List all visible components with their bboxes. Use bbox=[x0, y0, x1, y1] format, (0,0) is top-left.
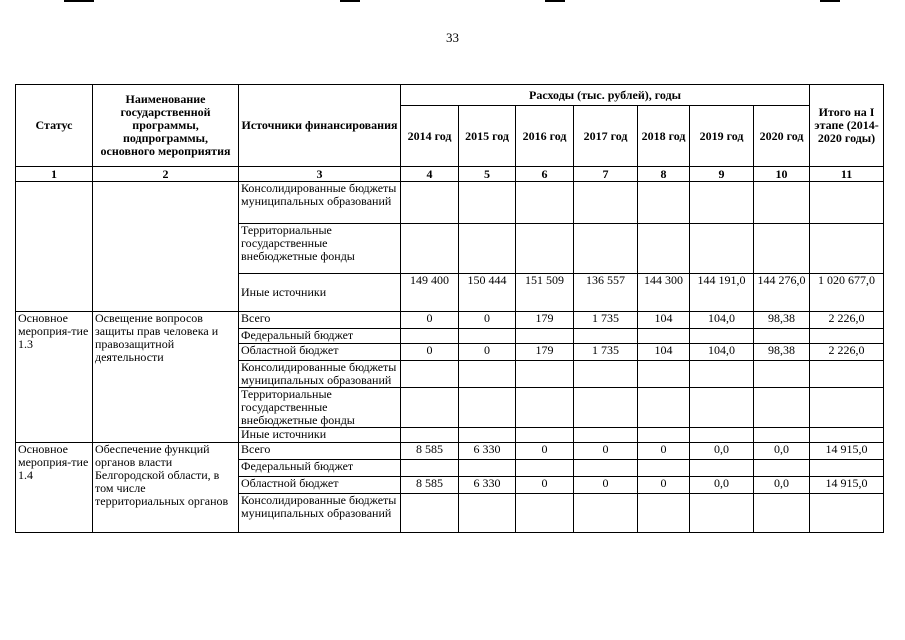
value-cell: 0,0 bbox=[754, 443, 810, 460]
value-cell bbox=[754, 494, 810, 533]
column-number: 11 bbox=[810, 167, 884, 182]
value-cell: 6 330 bbox=[459, 443, 516, 460]
column-number: 3 bbox=[239, 167, 401, 182]
value-cell: 6 330 bbox=[459, 477, 516, 494]
column-number: 1 bbox=[16, 167, 93, 182]
value-cell: 0 bbox=[401, 312, 459, 329]
column-number: 2 bbox=[93, 167, 239, 182]
total-cell: 14 915,0 bbox=[810, 477, 884, 494]
value-cell bbox=[401, 388, 459, 428]
scan-edge-mark bbox=[545, 0, 565, 2]
total-cell bbox=[810, 388, 884, 428]
value-cell: 1 735 bbox=[574, 344, 638, 361]
value-cell bbox=[516, 329, 574, 344]
value-cell bbox=[690, 224, 754, 274]
value-cell bbox=[401, 224, 459, 274]
total-cell: 2 226,0 bbox=[810, 312, 884, 329]
value-cell bbox=[638, 182, 690, 224]
value-cell bbox=[401, 329, 459, 344]
measure-status: Основное мероприя-тие 1.3 bbox=[16, 312, 93, 443]
value-cell bbox=[516, 428, 574, 443]
value-cell: 150 444 bbox=[459, 274, 516, 312]
value-cell: 104,0 bbox=[690, 344, 754, 361]
value-cell bbox=[638, 428, 690, 443]
value-cell bbox=[638, 329, 690, 344]
value-cell bbox=[754, 224, 810, 274]
total-cell bbox=[810, 361, 884, 388]
source-cell: Территориальные государственные внебюджетные фонды bbox=[239, 224, 401, 274]
column-number: 6 bbox=[516, 167, 574, 182]
value-cell: 8 585 bbox=[401, 443, 459, 460]
source-cell: Всего bbox=[239, 443, 401, 460]
value-cell bbox=[401, 494, 459, 533]
value-cell bbox=[638, 224, 690, 274]
table-row bbox=[16, 312, 884, 329]
value-cell bbox=[574, 182, 638, 224]
header-year: 2020 год bbox=[754, 106, 810, 167]
source-cell: Территориальные государственные внебюджетные фонды bbox=[239, 388, 401, 428]
value-cell bbox=[401, 460, 459, 477]
source-cell: Всего bbox=[239, 312, 401, 329]
header-year: 2017 год bbox=[574, 106, 638, 167]
value-cell bbox=[638, 494, 690, 533]
column-number: 7 bbox=[574, 167, 638, 182]
value-cell: 0 bbox=[516, 443, 574, 460]
value-cell bbox=[574, 428, 638, 443]
value-cell bbox=[459, 224, 516, 274]
total-cell bbox=[810, 494, 884, 533]
scan-edge-mark bbox=[340, 0, 360, 2]
value-cell: 1 735 bbox=[574, 312, 638, 329]
header-total: Итого на I этапе (2014-2020 годы) bbox=[810, 85, 884, 167]
column-number: 10 bbox=[754, 167, 810, 182]
value-cell bbox=[690, 388, 754, 428]
value-cell bbox=[574, 388, 638, 428]
value-cell: 8 585 bbox=[401, 477, 459, 494]
value-cell bbox=[574, 494, 638, 533]
value-cell: 0 bbox=[574, 477, 638, 494]
header-year: 2016 год bbox=[516, 106, 574, 167]
measure-name: Обеспечение функций органов власти Белгородской области, в том числе территориальных органов bbox=[93, 443, 239, 533]
value-cell bbox=[401, 428, 459, 443]
value-cell: 98,38 bbox=[754, 312, 810, 329]
value-cell bbox=[459, 388, 516, 428]
source-cell: Иные источники bbox=[239, 274, 401, 312]
value-cell bbox=[516, 460, 574, 477]
value-cell: 0,0 bbox=[690, 477, 754, 494]
status-cell-empty bbox=[16, 182, 93, 312]
total-cell bbox=[810, 182, 884, 224]
value-cell bbox=[754, 460, 810, 477]
page-number: 33 bbox=[446, 30, 459, 45]
value-cell: 98,38 bbox=[754, 344, 810, 361]
source-cell: Иные источники bbox=[239, 428, 401, 443]
value-cell bbox=[574, 460, 638, 477]
value-cell: 0 bbox=[459, 312, 516, 329]
source-cell: Областной бюджет bbox=[239, 344, 401, 361]
value-cell bbox=[574, 361, 638, 388]
value-cell: 0 bbox=[516, 477, 574, 494]
table-row bbox=[16, 182, 884, 224]
value-cell bbox=[516, 224, 574, 274]
value-cell bbox=[401, 361, 459, 388]
value-cell bbox=[754, 182, 810, 224]
value-cell bbox=[690, 460, 754, 477]
value-cell: 104,0 bbox=[690, 312, 754, 329]
value-cell bbox=[690, 428, 754, 443]
scan-edge-mark bbox=[64, 0, 94, 2]
value-cell bbox=[638, 361, 690, 388]
column-number: 5 bbox=[459, 167, 516, 182]
header-year: 2019 год bbox=[690, 106, 754, 167]
total-cell bbox=[810, 428, 884, 443]
measure-status: Основное мероприя-тие 1.4 bbox=[16, 443, 93, 533]
value-cell: 104 bbox=[638, 344, 690, 361]
source-cell: Федеральный бюджет bbox=[239, 329, 401, 344]
source-cell: Федеральный бюджет bbox=[239, 460, 401, 477]
total-cell bbox=[810, 460, 884, 477]
value-cell bbox=[401, 182, 459, 224]
value-cell bbox=[690, 329, 754, 344]
source-cell: Областной бюджет bbox=[239, 477, 401, 494]
value-cell bbox=[638, 460, 690, 477]
value-cell bbox=[459, 460, 516, 477]
header-row bbox=[16, 85, 884, 106]
value-cell: 0 bbox=[574, 443, 638, 460]
value-cell: 0 bbox=[638, 477, 690, 494]
value-cell bbox=[516, 361, 574, 388]
value-cell: 0 bbox=[638, 443, 690, 460]
value-cell: 144 276,0 bbox=[754, 274, 810, 312]
value-cell bbox=[459, 428, 516, 443]
value-cell bbox=[459, 494, 516, 533]
value-cell: 104 bbox=[638, 312, 690, 329]
header-name: Наименование государственной программы, подпрограммы, основного мероприятия bbox=[93, 85, 239, 167]
source-cell: Консолидированные бюджеты муниципальных образований bbox=[239, 361, 401, 388]
column-number: 8 bbox=[638, 167, 690, 182]
header-year: 2014 год bbox=[401, 106, 459, 167]
value-cell bbox=[690, 182, 754, 224]
value-cell bbox=[754, 361, 810, 388]
value-cell: 144 191,0 bbox=[690, 274, 754, 312]
value-cell bbox=[754, 329, 810, 344]
total-cell bbox=[810, 329, 884, 344]
value-cell bbox=[690, 361, 754, 388]
value-cell: 0,0 bbox=[690, 443, 754, 460]
total-cell: 14 915,0 bbox=[810, 443, 884, 460]
value-cell: 179 bbox=[516, 344, 574, 361]
budget-table bbox=[15, 84, 884, 533]
measure-name: Освещение вопросов защиты прав человека и правозащитной деятельности bbox=[93, 312, 239, 443]
value-cell: 144 300 bbox=[638, 274, 690, 312]
value-cell: 151 509 bbox=[516, 274, 574, 312]
value-cell bbox=[574, 224, 638, 274]
column-numbers-row bbox=[16, 167, 884, 182]
value-cell bbox=[574, 329, 638, 344]
value-cell bbox=[754, 388, 810, 428]
header-expenses: Расходы (тыс. рублей), годы bbox=[401, 85, 810, 106]
source-cell: Консолидированные бюджеты муниципальных образований bbox=[239, 494, 401, 533]
column-number: 9 bbox=[690, 167, 754, 182]
name-cell-empty bbox=[93, 182, 239, 312]
scan-edge-mark bbox=[820, 0, 840, 2]
value-cell bbox=[459, 329, 516, 344]
column-number: 4 bbox=[401, 167, 459, 182]
value-cell bbox=[459, 182, 516, 224]
value-cell bbox=[516, 182, 574, 224]
value-cell bbox=[754, 428, 810, 443]
header-year: 2015 год bbox=[459, 106, 516, 167]
value-cell bbox=[516, 388, 574, 428]
table-row bbox=[16, 443, 884, 460]
header-status: Статус bbox=[16, 85, 93, 167]
value-cell: 179 bbox=[516, 312, 574, 329]
value-cell: 0 bbox=[459, 344, 516, 361]
total-cell bbox=[810, 224, 884, 274]
value-cell: 0,0 bbox=[754, 477, 810, 494]
header-year: 2018 год bbox=[638, 106, 690, 167]
header-sources: Источники финансирования bbox=[239, 85, 401, 167]
value-cell: 0 bbox=[401, 344, 459, 361]
value-cell bbox=[638, 388, 690, 428]
value-cell: 149 400 bbox=[401, 274, 459, 312]
total-cell: 2 226,0 bbox=[810, 344, 884, 361]
value-cell bbox=[690, 494, 754, 533]
value-cell: 136 557 bbox=[574, 274, 638, 312]
value-cell bbox=[459, 361, 516, 388]
source-cell: Консолидированные бюджеты муниципальных образований bbox=[239, 182, 401, 224]
total-cell: 1 020 677,0 bbox=[810, 274, 884, 312]
value-cell bbox=[516, 494, 574, 533]
